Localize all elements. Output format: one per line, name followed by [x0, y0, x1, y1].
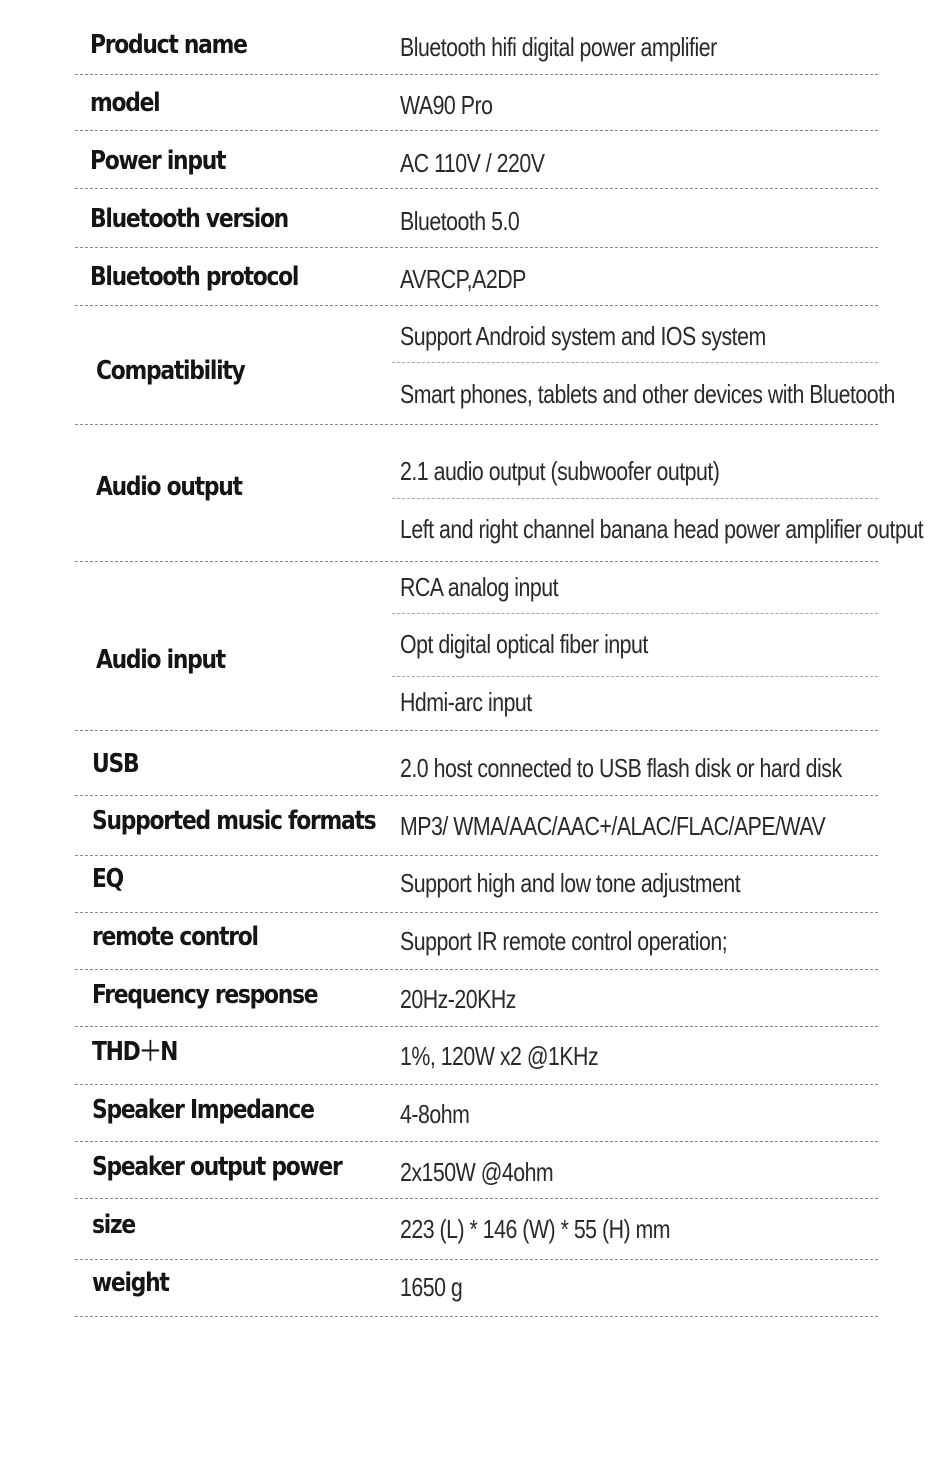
- row-divider: [75, 795, 878, 796]
- row-divider: [75, 1084, 878, 1085]
- sub-divider: [392, 362, 878, 363]
- spec-label: Compatibility: [96, 356, 245, 386]
- spec-label: Bluetooth version: [90, 204, 288, 234]
- spec-value: 1%, 120W x2 @1KHz: [400, 1041, 599, 1071]
- spec-label: EQ: [92, 864, 123, 894]
- spec-value: Support IR remote control operation;: [400, 926, 728, 956]
- spec-value: AC 110V / 220V: [400, 148, 545, 178]
- spec-label: Audio input: [96, 645, 225, 675]
- row-divider: [75, 1259, 878, 1260]
- spec-label: THD＋N: [92, 1037, 178, 1067]
- row-divider: [75, 1141, 878, 1142]
- spec-value: Support high and low tone adjustment: [400, 868, 741, 898]
- spec-value: 2.1 audio output (subwoofer output): [400, 456, 720, 486]
- spec-value: Left and right channel banana head power amplifier output: [400, 514, 924, 544]
- spec-value: WA90 Pro: [400, 90, 493, 120]
- row-divider: [75, 74, 878, 75]
- spec-label: size: [92, 1210, 135, 1240]
- spec-label: Bluetooth protocol: [90, 262, 299, 292]
- row-divider: [75, 188, 878, 189]
- row-divider: [75, 130, 878, 131]
- spec-label: remote control: [92, 922, 258, 952]
- spec-label: USB: [92, 749, 139, 779]
- spec-label: weight: [92, 1268, 169, 1298]
- spec-value: RCA analog input: [400, 572, 559, 602]
- spec-value: 1650 g: [400, 1272, 463, 1302]
- row-divider: [75, 912, 878, 913]
- row-divider: [75, 855, 878, 856]
- spec-value: 20Hz-20KHz: [400, 984, 516, 1014]
- sub-divider: [392, 498, 878, 499]
- spec-value: Bluetooth hifi digital power amplifier: [400, 32, 717, 62]
- spec-label: Speaker Impedance: [92, 1095, 314, 1125]
- row-divider: [75, 1198, 878, 1199]
- spec-value: Support Android system and IOS system: [400, 321, 766, 351]
- spec-value: MP3/ WMA/AAC/AAC+/ALAC/FLAC/APE/WAV: [400, 811, 826, 841]
- row-divider: [75, 424, 878, 425]
- row-divider: [75, 969, 878, 970]
- spec-value: Bluetooth 5.0: [400, 206, 520, 236]
- spec-label: Frequency response: [92, 980, 318, 1010]
- spec-label: Supported music formats: [92, 806, 376, 836]
- spec-value: 2.0 host connected to USB flash disk or hard disk: [400, 753, 842, 783]
- spec-value: AVRCP,A2DP: [400, 264, 526, 294]
- row-divider: [75, 305, 878, 306]
- spec-value: 223 (L) * 146 (W) * 55 (H) mm: [400, 1214, 671, 1244]
- spec-value: Hdmi-arc input: [400, 687, 532, 717]
- row-divider: [75, 730, 878, 731]
- spec-label: Product name: [90, 30, 247, 60]
- row-divider: [75, 561, 878, 562]
- sub-divider: [392, 613, 878, 614]
- spec-label: Audio output: [96, 472, 242, 502]
- spec-value: 2x150W @4ohm: [400, 1157, 554, 1187]
- spec-value: Smart phones, tablets and other devices with Bluetooth: [400, 379, 895, 409]
- row-divider: [75, 1316, 878, 1317]
- row-divider: [75, 1026, 878, 1027]
- row-divider: [75, 247, 878, 248]
- spec-label: model: [90, 88, 160, 118]
- spec-label: Power input: [90, 146, 226, 176]
- spec-value: 4-8ohm: [400, 1099, 470, 1129]
- spec-label: Speaker output power: [92, 1152, 342, 1182]
- spec-value: Opt digital optical fiber input: [400, 629, 648, 659]
- sub-divider: [392, 676, 878, 677]
